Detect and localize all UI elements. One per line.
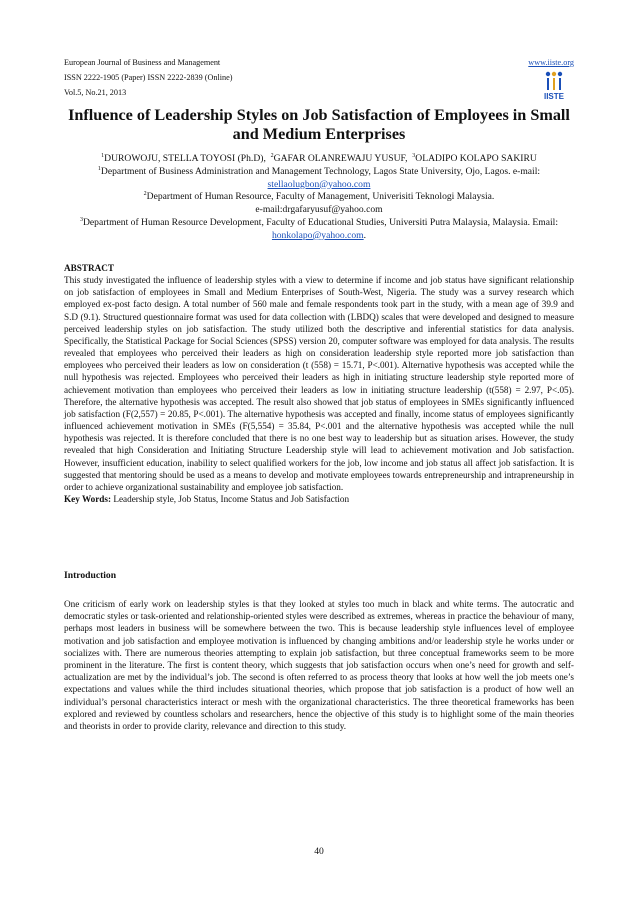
keywords-label: Key Words:	[64, 493, 112, 504]
affiliation-2: $^2$Department of Human Resource, Faculty of Management, Univerisiti Teknologi Malaysia. e-mail:drgafaryusuf@yahoo.com	[143, 191, 495, 216]
journal-header	[64, 55, 574, 100]
journal-url-link[interactable]: www.iiste.org	[528, 58, 574, 67]
paper-title: Influence of Leadership Styles on Job Satisfaction of Employees in Small and Medium Enterprises	[68, 106, 570, 143]
logo-text: IISTE	[543, 92, 565, 101]
email-2: e-mail:drgafaryusuf@yahoo.com	[255, 204, 383, 216]
journal-name: European Journal of Business and Management	[64, 58, 221, 67]
affiliation-1: $^1$Department of Business Administration and Management Technology, Lagos State University, Ojo, Lagos. e-mail: stellaolugbon@yahoo.com	[97, 165, 541, 190]
introduction-heading: Introduction	[64, 570, 117, 581]
page-number: 40	[314, 846, 324, 857]
issn-line: ISSN 2222-1905 (Paper) ISSN 2222-2839 (Online)	[64, 73, 233, 82]
author-3: OLADIPO KOLAPO SAKIRU	[415, 153, 537, 164]
volume-line: Vol.5, No.21, 2013	[64, 88, 127, 97]
keywords-text: Leadership style, Job Status, Income Status and Job Satisfaction	[113, 493, 350, 504]
author-2: GAFAR OLANREWAJU YUSUF,	[273, 153, 408, 164]
keywords-line	[64, 493, 574, 505]
author-1: DUROWOJU, STELLA TOYOSI (Ph.D),	[104, 153, 266, 164]
email-link-3[interactable]: honkolapo@yahoo.com	[271, 229, 364, 241]
abstract-section	[64, 262, 574, 505]
author-names: $^1$DUROWOJU, STELLA TOYOSI (Ph.D), $^2$GAFAR OLANREWAJU YUSUF, $^3$OLADIPO KOLAPO SAKIRU	[101, 152, 537, 164]
affiliation-3: $^3$Department of Human Resource Development, Faculty of Educational Studies, Universiti Putra Malaysia, Malaysia. Email: honkolapo@yahoo.com.	[79, 216, 559, 241]
email-link-1[interactable]: stellaolugbon@yahoo.com	[267, 178, 371, 190]
authors-block	[64, 153, 574, 243]
abstract-text: This study investigated the influence of leadership styles with a view to determine if income and job status have significant relationship on job satisfaction of employees in Small and Medium Enterprises of South-West, Nigeria. The study was a survey research which employed ex-post facto design. A total number of 560 male and female respondents took part in the study, with a mean age of 39.9 and S.D (9.1). Structured questionnaire format was used for data collection with (LBDQ) scales that were developed and designed to measure perceived leadership styles on job satisfaction. The study utilized both the descriptive and inferential statistics for data analysis. Specifically, the Statistical Package for Social Sciences (SPSS) version 20, computer software was employed for data analysis. The results revealed that employees who perceived their leaders as high on consideration leadership style reported more job satisfaction than employees who perceived their leaders as low on consideration (t (558) = 15.71, P<.001). Alternative hypothesis was accepted while the null hypothesis was rejected. Employees who perceived their leaders as high in initiating structure leadership style reported more of achievement motivation than employees who perceived their leaders as low in initiating structure leadership (t(558) = 2.97, P<.05). Therefore, the alternative hypothesis was accepted. The result also showed that job status of employees in SMEs significantly influenced job satisfaction (F(2,557) = 20.85, P<.001). The alternative hypothesis was accepted and finally, income status of employees significantly influenced achievement motivation in SMEs (F(5,554) = 35.84, P<.001 and the alternative hypothesis was accepted while the null hypothesis was rejected. It is therefore concluded that there is no one best way to leadership but as situation arises. However, the study revealed that high Consideration and Initiating Structure Leadership style will lead to achievement motivation and Job satisfaction. However, insufficient education, inability to select qualified workers for the job, low income and job status all affect job satisfaction. It is suggested that mentoring should be used as a means to develop and motivate employees towards entrepreneurship and intrapreneurship in order to achieve organizational sustainability and employee job satisfaction.	[64, 275, 574, 492]
iiste-logo	[535, 68, 573, 102]
abstract-heading: ABSTRACT	[64, 263, 115, 273]
introduction-text: One criticism of early work on leadership styles is that they looked at styles too much in black and white terms. The autocratic and democratic styles or task-oriented and relationship-oriented styles were described as extremes, whereas in practice the behaviour of many, perhaps most leaders in business will be somewhere between the two. This is because leadership style influences level of employee motivation and job satisfaction and employee motivation is influenced by changing ambitions and/or leadership style he works under or socializes with. There are numerous theories attempting to explain job satisfaction, but three conceptual frameworks seem to be more prominent in the literature. The first is content theory, which suggests that job satisfaction occurs when one’s need for growth and self-actualization are met by the individual’s job. The second is often referred to as process theory that looks at how well the job meets one’s expectations and values while the third includes situational theories, which propose that job satisfaction is a product of how well an individual’s personal characteristics interact or mesh with the organizational characteristics. The three theoretical frameworks has been explored and reviewed by countless scholars and researchers, hence the objective of this study is to highlight some of the main theories and theorists in order to provide clarity, relevance and direction to this study.	[64, 599, 574, 732]
